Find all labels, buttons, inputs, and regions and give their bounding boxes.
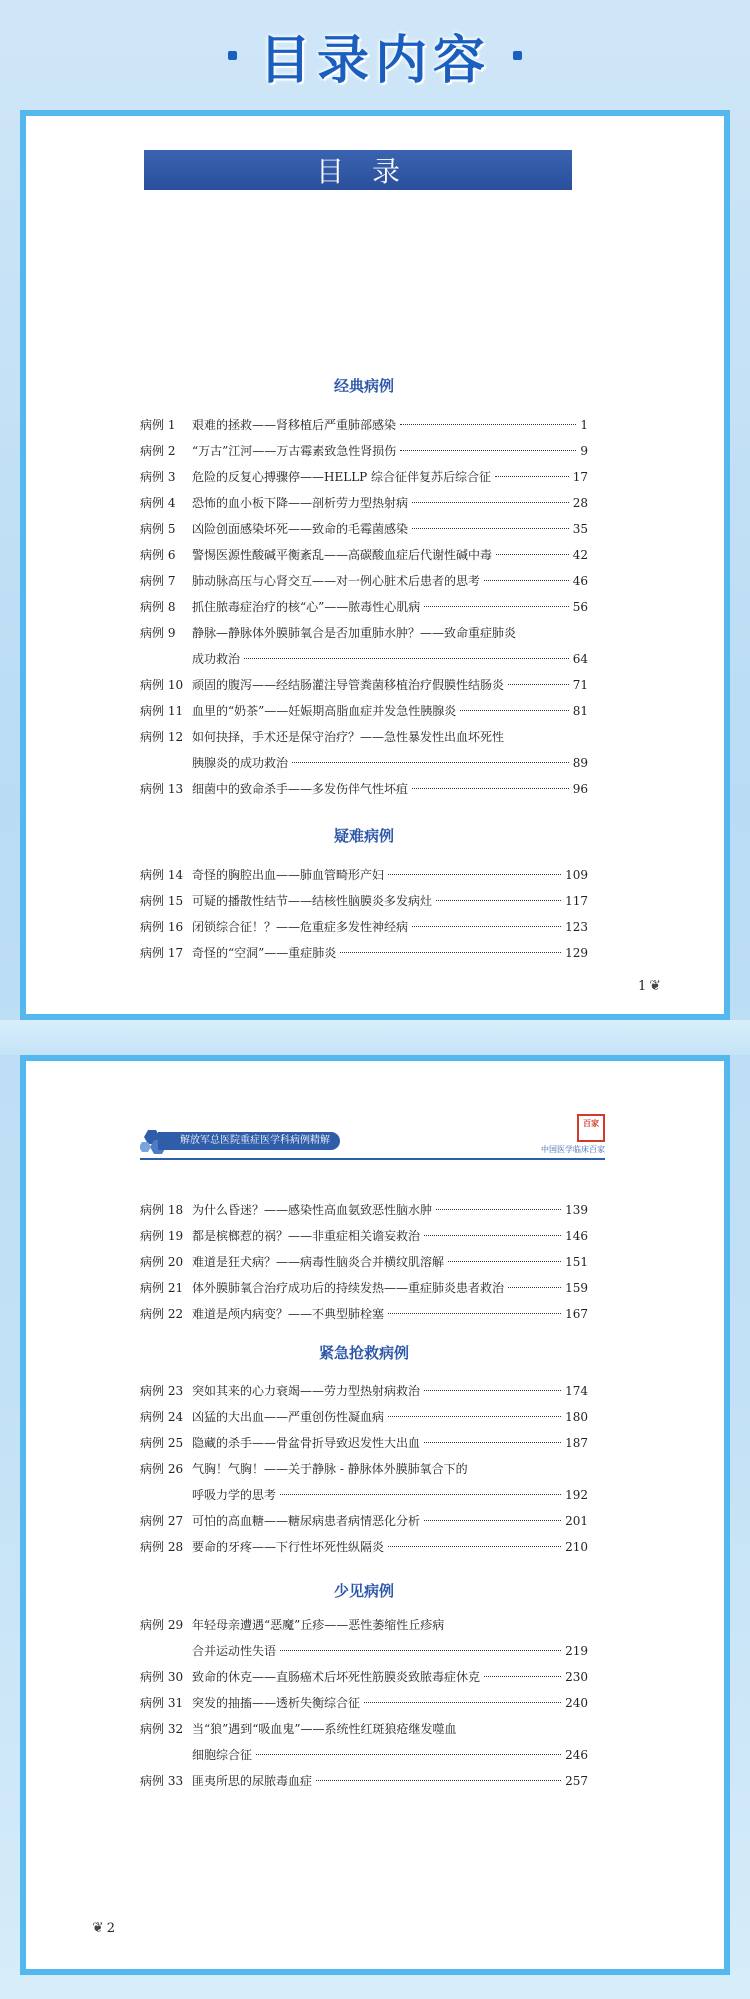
toc-entry	[140, 594, 588, 620]
dot-leader	[412, 502, 569, 503]
dot-leader	[508, 1287, 561, 1288]
case-title: 隐藏的杀手——骨盆骨折导致迟发性大出血	[192, 1436, 421, 1450]
case-label: 病例 12	[140, 730, 184, 744]
toc-entry	[140, 490, 588, 516]
page-ref: 192	[565, 1488, 588, 1502]
page-ref: 35	[572, 522, 588, 536]
banner	[0, 0, 750, 110]
toc-header	[144, 150, 572, 190]
case-label: 病例 32	[140, 1722, 184, 1736]
case-title: 匪夷所思的尿脓毒血症	[192, 1774, 313, 1788]
page-ref: 71	[572, 678, 588, 692]
dot-leader	[424, 1442, 561, 1443]
toc-entry	[140, 1508, 588, 1534]
page-ref: 1	[580, 418, 588, 432]
toc-entry	[140, 1768, 588, 1794]
dot-leader	[460, 710, 568, 711]
page-ref: 187	[565, 1436, 588, 1450]
case-title: 突发的抽搐——透析失衡综合征	[192, 1696, 361, 1710]
entries-emergency	[140, 1378, 588, 1560]
case-title: 凶险创面感染坏死——致命的毛霉菌感染	[192, 522, 409, 536]
publisher-logo-text: 中国医学临床百家	[541, 1145, 605, 1154]
page-ref: 167	[565, 1307, 588, 1321]
case-title: 危险的反复心搏骤停——HELLP 综合征伴复苏后综合征	[192, 470, 492, 484]
dot-leader	[496, 554, 569, 555]
case-label: 病例 3	[140, 470, 176, 484]
page-ref: 230	[565, 1670, 588, 1684]
case-label: 病例 13	[140, 782, 184, 796]
dot-leader	[508, 684, 569, 685]
toc-entry	[140, 914, 588, 940]
dot-leader	[400, 424, 576, 425]
toc-entry	[140, 464, 588, 490]
toc-entry	[140, 776, 588, 802]
page-ref: 64	[572, 652, 588, 666]
case-title: 恐怖的血小板下降——剖析劳力型热射病	[192, 496, 409, 510]
toc-entry	[140, 438, 588, 464]
case-title: 凶猛的大出血——严重创伤性凝血病	[192, 1410, 385, 1424]
series-header	[140, 1119, 605, 1156]
dot-leader	[292, 762, 569, 763]
banner-dot-left	[228, 51, 237, 60]
entries-difficult	[140, 862, 588, 966]
case-title: 顽固的腹泻——经结肠灌注导管粪菌移植治疗假膜性结肠炎	[192, 678, 505, 692]
page-number-1	[638, 978, 661, 994]
toc-header-title: 目录	[315, 155, 428, 188]
page-ref: 246	[565, 1748, 588, 1762]
dot-leader	[388, 1313, 561, 1314]
dot-leader	[364, 1702, 561, 1703]
toc-entry	[140, 1378, 588, 1404]
case-title: 突如其来的心力衰竭——劳力型热射病救治	[192, 1384, 421, 1398]
toc-entry	[140, 1430, 588, 1456]
page-number-2-text: 2	[106, 1920, 116, 1936]
case-label: 病例 16	[140, 920, 184, 934]
case-label: 病例 31	[140, 1696, 184, 1710]
dot-leader	[412, 528, 569, 529]
case-title: 为什么昏迷？——感染性高血氨致恶性脑水肿	[192, 1203, 433, 1217]
case-title: 成功救治	[192, 652, 241, 666]
page-ref: 240	[565, 1696, 588, 1710]
case-title: 年轻母亲遭遇“恶魔”丘疹——恶性萎缩性丘疹病	[192, 1618, 445, 1632]
case-label: 病例 14	[140, 868, 184, 882]
case-title: 致命的休克——直肠癌术后坏死性筋膜炎致脓毒症休克	[192, 1670, 481, 1684]
dot-leader	[256, 1754, 561, 1755]
case-label: 病例 17	[140, 946, 184, 960]
dot-leader	[448, 1261, 561, 1262]
case-title: 当“狼”遇到“吸血鬼”——系统性红斑狼疮继发噬血	[192, 1722, 457, 1736]
case-label: 病例 21	[140, 1281, 184, 1295]
case-label: 病例 24	[140, 1410, 184, 1424]
section-title-rare: 少见病例	[333, 1582, 394, 1600]
dot-leader	[340, 952, 561, 953]
dot-leader	[424, 1235, 561, 1236]
series-title: 解放军总医院重症医学科病例精解	[158, 1132, 340, 1150]
case-label: 病例 1	[140, 418, 176, 432]
toc-entry	[140, 1275, 588, 1301]
case-title: 难道是狂犬病？——病毒性脑炎合并横纹肌溶解	[192, 1255, 445, 1269]
toc-entry	[140, 1716, 588, 1768]
page-ref: 42	[572, 548, 588, 562]
page-ref: 28	[572, 496, 588, 510]
case-title: 体外膜肺氧合治疗成功后的持续发热——重症肺炎患者救治	[192, 1281, 505, 1295]
case-label: 病例 6	[140, 548, 176, 562]
case-label: 病例 28	[140, 1540, 184, 1554]
page-ref: 129	[565, 946, 588, 960]
page-ref: 146	[565, 1229, 588, 1243]
toc-entry	[140, 1534, 588, 1560]
page-ref: 151	[565, 1255, 588, 1269]
dot-leader	[388, 1546, 561, 1547]
case-title: 如何抉择，手术还是保守治疗？——急性暴发性出血坏死性	[192, 730, 505, 744]
case-title: 肺动脉高压与心肾交互——对一例心脏术后患者的思考	[192, 574, 481, 588]
case-label: 病例 33	[140, 1774, 184, 1788]
case-title: 呼吸力学的思考	[192, 1488, 277, 1502]
case-label: 病例 10	[140, 678, 184, 692]
case-title: 细胞综合征	[192, 1748, 253, 1762]
page-number-1-text: 1	[638, 978, 647, 994]
case-label: 病例 7	[140, 574, 176, 588]
case-label: 病例 30	[140, 1670, 184, 1684]
case-label: 病例 23	[140, 1384, 184, 1398]
case-label: 病例 22	[140, 1307, 184, 1321]
page-ref: 81	[572, 704, 588, 718]
case-title: 气胸！气胸！——关于静脉 - 静脉体外膜肺氧合下的	[192, 1462, 468, 1476]
toc-entry	[140, 1197, 588, 1223]
case-title: 可怕的高血糖——糖尿病患者病情恶化分析	[192, 1514, 421, 1528]
page-ref: 257	[565, 1774, 588, 1788]
page-number-2	[92, 1920, 115, 1936]
toc-entry	[140, 1456, 588, 1508]
toc-entry	[140, 672, 588, 698]
page-ref: 210	[565, 1540, 588, 1554]
toc-entry	[140, 1301, 588, 1327]
case-label: 病例 20	[140, 1255, 184, 1269]
publisher-logo-icon: 百家	[577, 1114, 605, 1142]
dot-leader	[244, 658, 569, 659]
case-title: 细菌中的致命杀手——多发伤伴气性坏疽	[192, 782, 409, 796]
page-ref: 123	[565, 920, 588, 934]
page-ref: 159	[565, 1281, 588, 1295]
dot-leader	[412, 926, 561, 927]
case-label: 病例 25	[140, 1436, 184, 1450]
case-label: 病例 29	[140, 1618, 184, 1632]
page-ref: 17	[572, 470, 588, 484]
toc-entry	[140, 888, 588, 914]
dot-leader	[424, 1390, 561, 1391]
case-title: 可疑的播散性结节——结核性脑膜炎多发病灶	[192, 894, 433, 908]
entries-classic	[140, 412, 588, 802]
dot-leader	[412, 788, 569, 789]
case-title: 艰难的拯救——肾移植后严重肺部感染	[192, 418, 397, 432]
page-ref: 9	[580, 444, 588, 458]
header-rule	[140, 1158, 605, 1160]
section-title-difficult: 疑难病例	[333, 827, 394, 845]
toc-entry	[140, 1404, 588, 1430]
page-ref: 219	[565, 1644, 588, 1658]
dot-leader	[280, 1494, 561, 1495]
dot-leader	[436, 1209, 561, 1210]
case-title: “万古”江河——万古霉素致急性肾损伤	[192, 444, 397, 458]
dot-leader	[280, 1650, 561, 1651]
toc-entry	[140, 1223, 588, 1249]
dot-leader	[495, 476, 569, 477]
banner-dot-right	[513, 51, 522, 60]
dot-leader	[400, 450, 576, 451]
toc-entry	[140, 940, 588, 966]
page-ref: 96	[572, 782, 588, 796]
case-title: 抓住脓毒症治疗的核“心”——脓毒性心肌病	[192, 600, 421, 614]
toc-entry	[140, 516, 588, 542]
toc-entry	[140, 698, 588, 724]
case-title: 要命的牙疼——下行性坏死性纵隔炎	[192, 1540, 385, 1554]
flourish-icon: ❦	[92, 1920, 104, 1936]
case-label: 病例 4	[140, 496, 176, 510]
page-ref: 117	[565, 894, 588, 908]
toc-entry	[140, 412, 588, 438]
dot-leader	[436, 900, 561, 901]
case-label: 病例 9	[140, 626, 176, 640]
entries-continued	[140, 1197, 588, 1327]
dot-leader	[424, 1520, 561, 1521]
case-label: 病例 11	[140, 704, 184, 718]
toc-entry	[140, 1249, 588, 1275]
case-label: 病例 2	[140, 444, 176, 458]
section-title-classic: 经典病例	[333, 377, 394, 395]
case-title: 静脉—静脉体外膜肺氧合是否加重肺水肿？——致命重症肺炎	[192, 626, 517, 640]
case-title: 警惕医源性酸碱平衡紊乱——高碳酸血症后代谢性碱中毒	[192, 548, 493, 562]
toc-entry	[140, 1612, 588, 1664]
case-title: 血里的“奶茶”——妊娠期高脂血症并发急性胰腺炎	[192, 704, 457, 718]
case-title: 胰腺炎的成功救治	[192, 756, 289, 770]
dot-leader	[388, 874, 561, 875]
case-label: 病例 18	[140, 1203, 184, 1217]
dot-leader	[484, 580, 569, 581]
page-ref: 180	[565, 1410, 588, 1424]
dot-leader	[316, 1780, 561, 1781]
section-title-emergency: 紧急抢救病例	[318, 1344, 409, 1362]
page-ref: 89	[572, 756, 588, 770]
page-gap	[0, 1020, 750, 1055]
case-label: 病例 19	[140, 1229, 184, 1243]
case-label: 病例 27	[140, 1514, 184, 1528]
toc-entry	[140, 542, 588, 568]
case-title: 难道是颅内病变？——不典型肺栓塞	[192, 1307, 385, 1321]
case-label: 病例 26	[140, 1462, 184, 1476]
case-title: 都是槟榔惹的祸？——非重症相关谵妄救治	[192, 1229, 421, 1243]
case-title: 奇怪的“空洞”——重症肺炎	[192, 946, 337, 960]
toc-entry	[140, 568, 588, 594]
case-title: 闭锁综合征！？——危重症多发性神经病	[192, 920, 409, 934]
toc-entry	[140, 620, 588, 672]
toc-entry	[140, 1664, 588, 1690]
dot-leader	[424, 606, 568, 607]
dot-leader	[388, 1416, 561, 1417]
toc-entry	[140, 724, 588, 776]
toc-entry	[140, 862, 588, 888]
banner-title: 目录内容	[258, 30, 491, 91]
case-title: 奇怪的胸腔出血——肺血管畸形产妇	[192, 868, 385, 882]
page-ref: 139	[565, 1203, 588, 1217]
case-label: 病例 8	[140, 600, 176, 614]
case-label: 病例 15	[140, 894, 184, 908]
entries-rare	[140, 1612, 588, 1794]
case-label: 病例 5	[140, 522, 176, 536]
case-title: 合并运动性失语	[192, 1644, 277, 1658]
flourish-icon: ❦	[649, 978, 662, 994]
page-ref: 56	[572, 600, 588, 614]
page-ref: 174	[565, 1384, 588, 1398]
page-ref: 46	[572, 574, 588, 588]
dot-leader	[484, 1676, 561, 1677]
page-ref: 109	[565, 868, 588, 882]
toc-entry	[140, 1690, 588, 1716]
page-ref: 201	[565, 1514, 588, 1528]
